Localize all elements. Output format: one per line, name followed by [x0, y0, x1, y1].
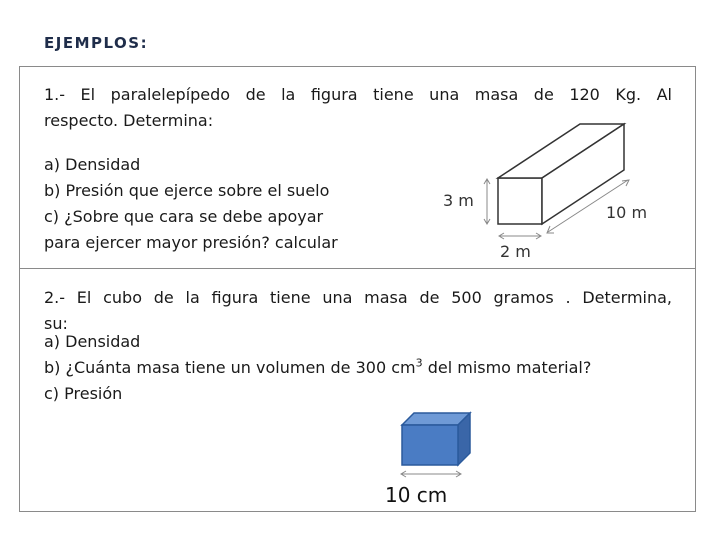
height-label: 3 m	[443, 191, 474, 210]
problem1-item-c: c) ¿Sobre que cara se debe apoyar	[44, 207, 324, 226]
cube-shape	[402, 413, 470, 465]
cube-side-arrow	[401, 471, 461, 477]
problem2-line1: 2.- El cubo de la figura tiene una masa de 500 gramos . Determina,	[44, 288, 672, 307]
problem1-item-b: b) Presión que ejerce sobre el suelo	[44, 181, 330, 200]
width-arrow	[499, 233, 541, 239]
problem2-items	[44, 329, 591, 407]
problem1-item-a: a) Densidad	[44, 155, 141, 174]
cube-side-label: 10 cm	[385, 483, 448, 507]
problem1-line1: 1.- El paralelepípedo de la figura tiene una masa de 120 Kg. Al	[44, 85, 672, 104]
length-label: 10 m	[606, 203, 648, 222]
problem2-item-c: c) Presión	[44, 384, 123, 403]
problem2-item-b	[44, 355, 591, 381]
problem1-line2: respecto. Determina:	[44, 111, 214, 130]
problem2-line2: su:	[44, 314, 68, 333]
page-heading: EJEMPLOS:	[44, 34, 149, 52]
cubed-superscript: 3	[415, 356, 423, 370]
problem2-item-b-text: b) ¿Cuánta masa tiene un volumen de 300 cm	[44, 358, 416, 377]
problem1-item-c-cont: para ejercer mayor presión? calcular	[44, 233, 338, 252]
width-label: 2 m	[500, 242, 531, 261]
height-arrow	[484, 179, 490, 224]
problem2-item-a: a) Densidad	[44, 332, 141, 351]
problem2-item-b-rest: del mismo material?	[422, 358, 592, 377]
